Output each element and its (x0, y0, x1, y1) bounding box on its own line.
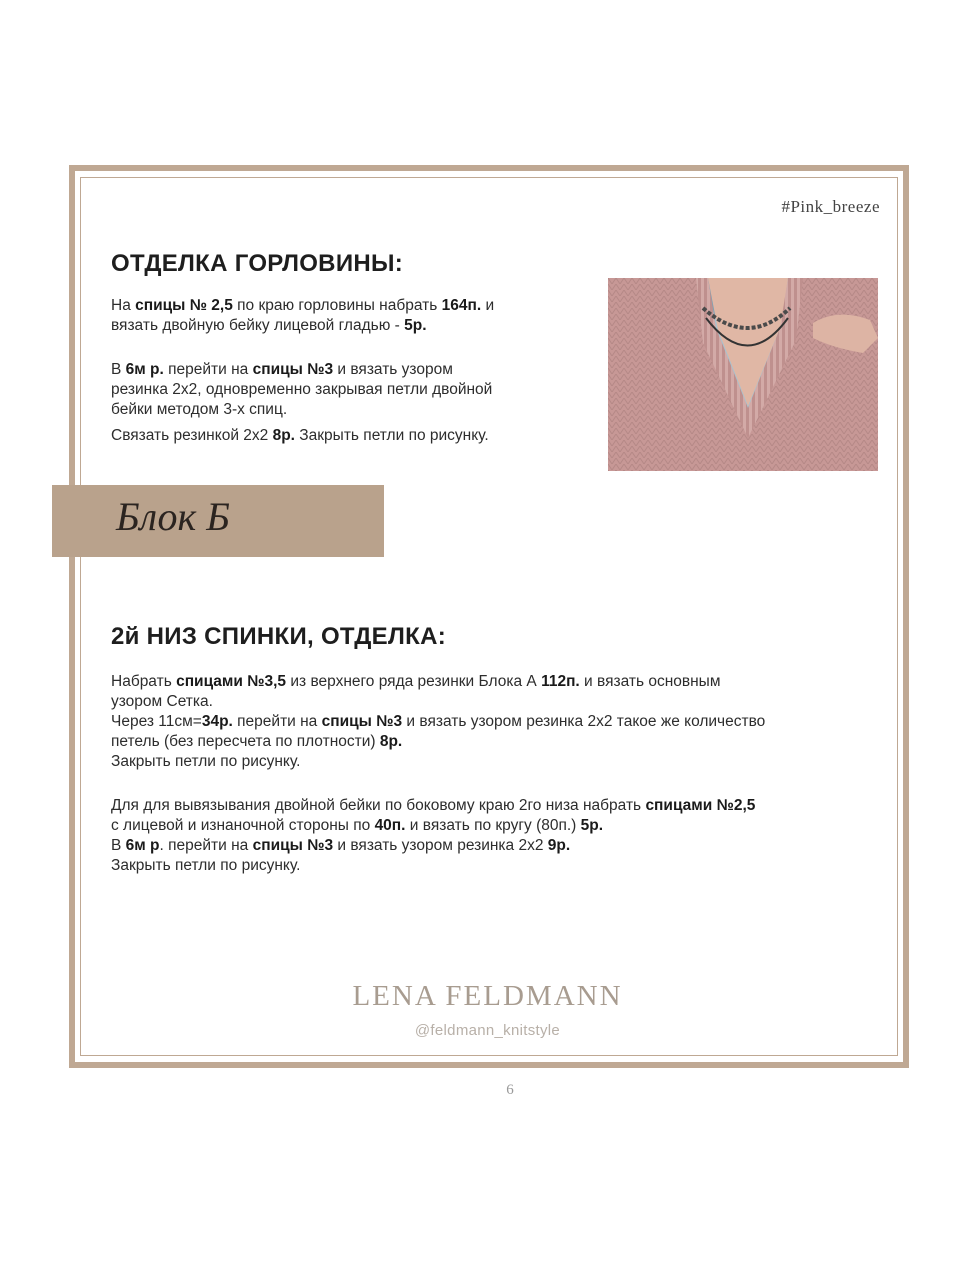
body-text: и (481, 297, 495, 314)
body-text: резинка 2х2, одновременно закрывая петли двойной (111, 381, 493, 398)
body-text: и вязать основным (579, 673, 721, 690)
emphasis-text: спицы №3 (321, 713, 403, 730)
emphasis-text: 34р. (201, 713, 233, 730)
back-hem-paragraph-2 (111, 796, 901, 876)
body-text: Закрыть петли по рисунку. (111, 753, 301, 770)
body-text: перейти на (163, 361, 253, 378)
body-text: Через 11см= (111, 713, 202, 730)
emphasis-text: 8р. (272, 427, 295, 444)
body-text: узором Сетка. (111, 693, 213, 710)
body-text: В (111, 361, 126, 378)
body-text: Набрать (111, 673, 177, 690)
hashtag-label: #Pink_breeze (781, 197, 880, 216)
body-text: и вязать узором резинка 2х2 такое же количество (402, 713, 766, 730)
body-text: Закрыть петли по рисунку. (294, 427, 489, 444)
body-text: Связать резинкой 2х2 (111, 427, 273, 444)
sweater-neckline-photo (608, 278, 878, 471)
emphasis-text: спицы № 2,5 (135, 297, 233, 314)
page-number: 6 (506, 1082, 514, 1098)
body-text: из верхнего ряда резинки Блока А (286, 673, 542, 690)
back-hem-heading: 2й НИЗ СПИНКИ, ОТДЕЛКА: (111, 623, 447, 650)
neckline-heading: ОТДЕЛКА ГОРЛОВИНЫ: (111, 250, 404, 277)
body-text: Для для вывязывания двойной бейки по боковому краю 2го низа набрать (111, 797, 646, 814)
body-text: и вязать по кругу (80п.) (405, 817, 581, 834)
emphasis-text: 8р. (379, 733, 403, 750)
body-text: петель (без пересчета по плотности) (111, 733, 380, 750)
emphasis-text: 6м р. (125, 361, 164, 378)
emphasis-text: 9р. (547, 837, 571, 854)
back-hem-paragraph-1 (111, 672, 901, 772)
body-text: Закрыть петли по рисунку. (111, 857, 301, 874)
body-text: с лицевой и изнаночной стороны по (111, 817, 375, 834)
neckline-paragraph-2 (111, 360, 591, 420)
emphasis-text: спицами №3,5 (176, 673, 287, 690)
emphasis-text: 40п. (374, 817, 406, 834)
block-b-banner (52, 485, 384, 557)
body-text: На (111, 297, 136, 314)
emphasis-text: спицами №2,5 (645, 797, 756, 814)
brand-logo-name: LENA FELDMANN (352, 980, 623, 1012)
body-text: и вязать узором (333, 361, 453, 378)
brand-instagram-handle[interactable]: @feldmann_knitstyle (414, 1022, 561, 1039)
emphasis-text: спицы №3 (252, 837, 334, 854)
body-text: В (111, 837, 126, 854)
emphasis-text: спицы №3 (252, 361, 334, 378)
emphasis-text: 5р. (580, 817, 604, 834)
emphasis-text: 6м р (125, 837, 160, 854)
body-text: и вязать узором резинка 2х2 (333, 837, 548, 854)
block-b-label: Блок Б (116, 494, 230, 539)
neckline-paragraph-1 (111, 296, 591, 336)
body-text: вязать двойную бейку лицевой гладью - (111, 317, 405, 334)
neckline-paragraph-3 (111, 426, 591, 446)
body-text: по краю горловины набрать (232, 297, 442, 314)
body-text: бейки методом 3-х спиц. (111, 401, 288, 418)
body-text: . перейти на (159, 837, 253, 854)
emphasis-text: 164п. (441, 297, 482, 314)
emphasis-text: 5р. (404, 317, 427, 334)
emphasis-text: 112п. (541, 673, 580, 690)
body-text: перейти на (232, 713, 322, 730)
